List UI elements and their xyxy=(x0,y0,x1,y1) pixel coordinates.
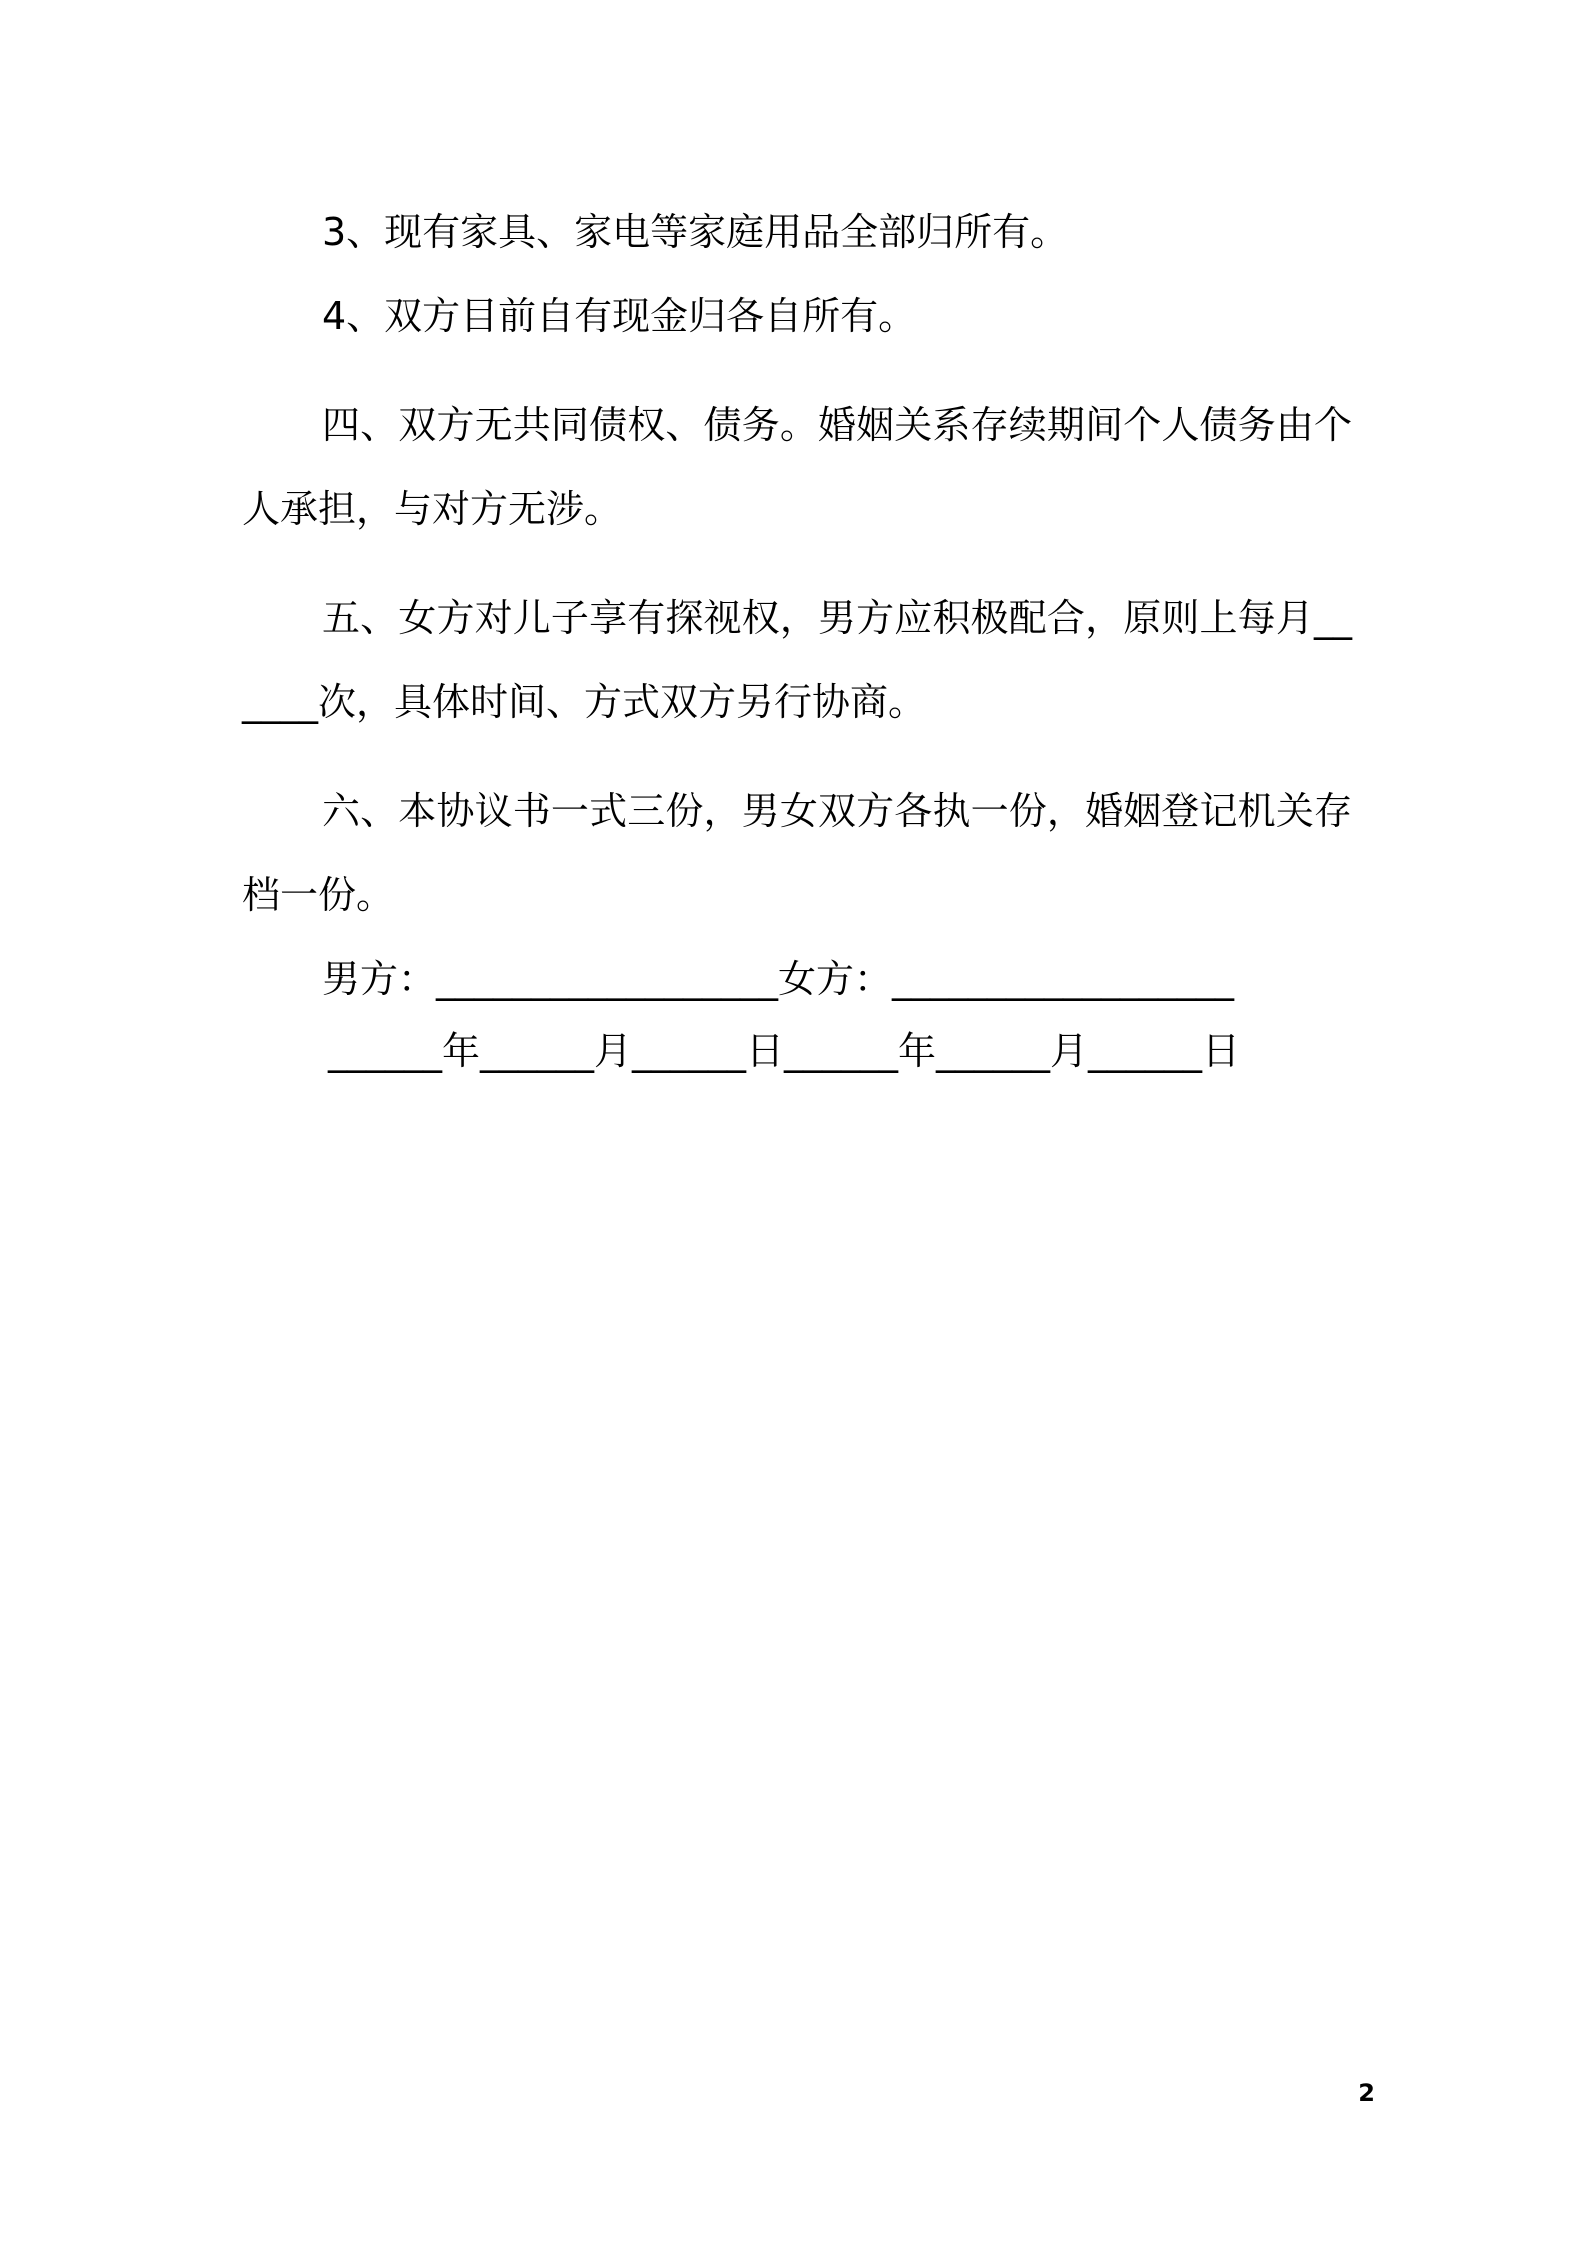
paragraph-section-4: 四、双方无共同债权、债务。婚姻关系存续期间个人债务由个人承担，与对方无涉。 xyxy=(242,403,1352,531)
document-body xyxy=(242,190,1352,1087)
paragraph-item-4: 4、双方目前自有现金归各自所有。 xyxy=(322,294,917,338)
signature-line: 男方：__________________女方：__________________ xyxy=(322,957,1235,1001)
page-number: 2 xyxy=(1358,2079,1375,2107)
paragraph-section-5: 五、女方对儿子享有探视权，男方应积极配合，原则上每月______次，具体时间、方式双方另行协商。 xyxy=(242,596,1352,724)
paragraph-item-3: 3、现有家具、家电等家庭用品全部归所有。 xyxy=(322,210,1069,254)
paragraph-section-6: 六、本协议书一式三份，男女双方各执一份，婚姻登记机关存档一份。 xyxy=(242,789,1352,917)
date-line: ______年______月______日______年______月______日 xyxy=(328,1029,1241,1073)
